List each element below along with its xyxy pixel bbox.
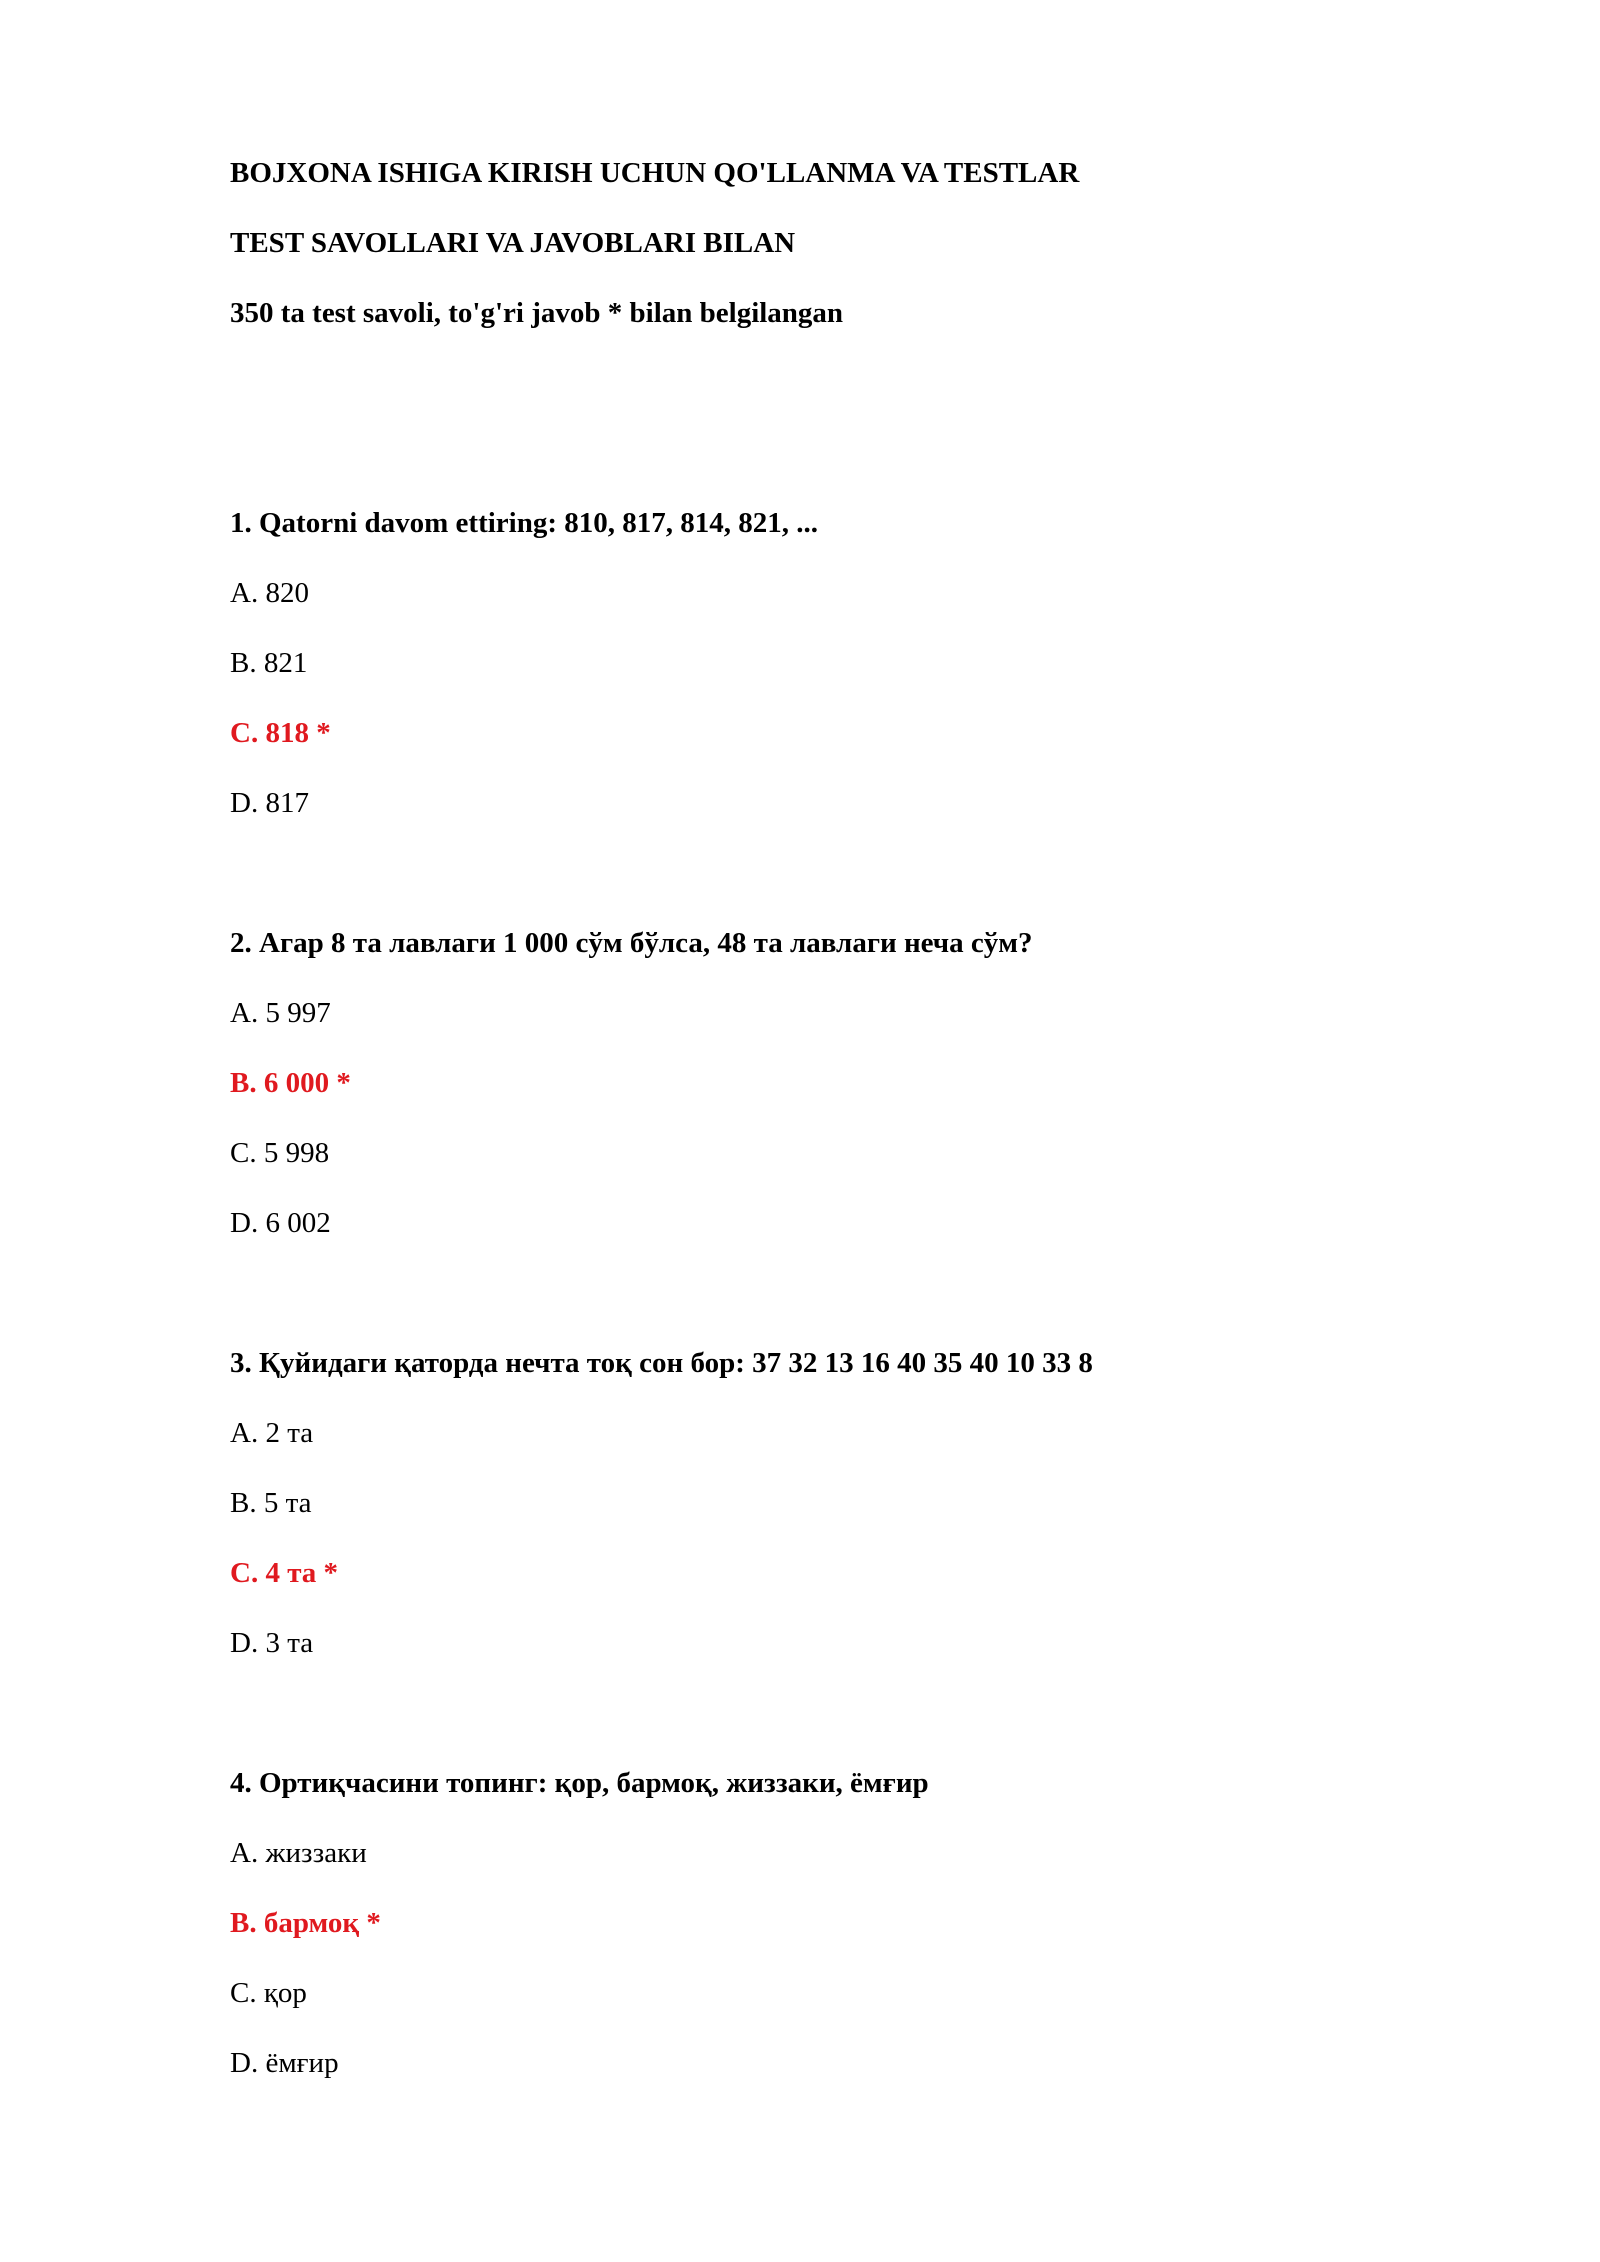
question-4-text: 4. Ортиқчасини топинг: қор, бармоқ, жиззаки, ёмғир [230,1767,929,1799]
question-1-option-b: B. 821 [230,647,308,679]
question-2-option-c: C. 5 998 [230,1137,330,1169]
question-1-option-a: A. 820 [230,577,309,609]
document-note: 350 ta test savoli, to'g'ri javob * bilan belgilangan [230,297,844,329]
question-4-option-d: D. ёмғир [230,2047,339,2079]
question-2-option-b-correct: B. 6 000 * [230,1067,351,1099]
question-1-text: 1. Qatorni davom ettiring: 810, 817, 814, 821, ... [230,507,819,539]
question-3-option-b: B. 5 та [230,1487,312,1519]
question-2-text: 2. Агар 8 та лавлаги 1 000 сўм бўлса, 48 та лавлаги неча сўм? [230,927,1033,959]
question-3-option-c-correct: C. 4 та * [230,1557,339,1589]
question-2-option-a: A. 5 997 [230,997,331,1029]
question-1-option-d: D. 817 [230,787,309,819]
question-3-text: 3. Қуйидаги қаторда нечта тоқ сон бор: 37 32 13 16 40 35 40 10 33 8 [230,1347,1093,1379]
question-4-option-c: C. қор [230,1977,307,2009]
question-3-option-d: D. 3 та [230,1627,314,1659]
question-1-option-c-correct: C. 818 * [230,717,331,749]
document-title: BOJXONA ISHIGA KIRISH UCHUN QO'LLANMA VA TESTLAR [230,157,1080,189]
question-3-option-a: A. 2 та [230,1417,314,1449]
question-4-option-a: A. жиззаки [230,1837,367,1869]
question-4-option-b-correct: B. бармоқ * [230,1907,381,1939]
question-2-option-d: D. 6 002 [230,1207,331,1239]
document-subtitle: TEST SAVOLLARI VA JAVOBLARI BILAN [230,227,796,259]
